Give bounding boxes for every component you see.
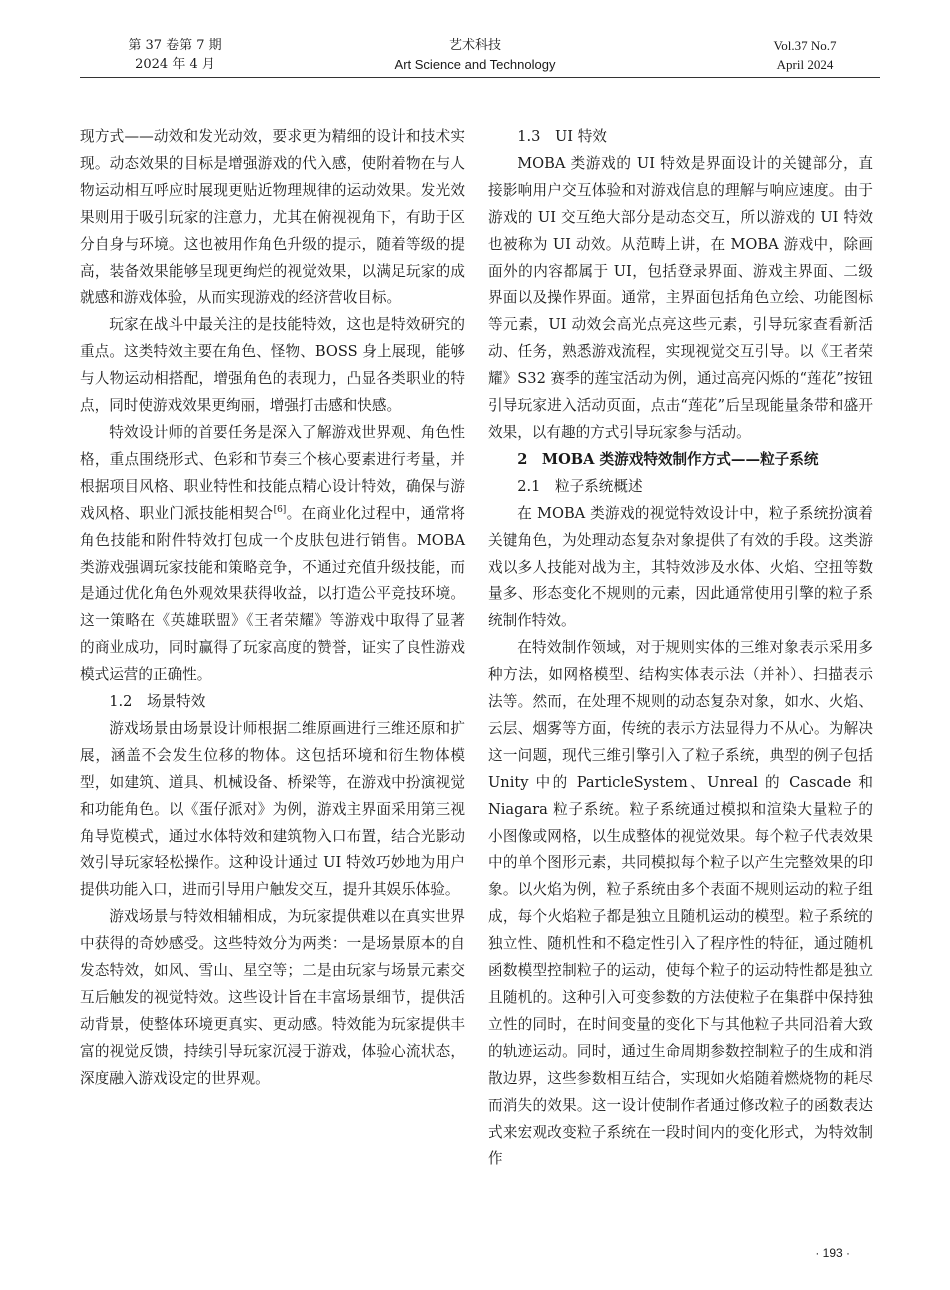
paragraph: 玩家在战斗中最关注的是技能特效，这也是特效研究的重点。这类特效主要在角色、怪物、BOSS 身上展现，能够与人物运动相搭配，增强角色的表现力，凸显各类职业的特点，同时使游戏效果更绚丽，增强打击感和快感。	[80, 316, 465, 415]
journal-volume-en	[760, 36, 850, 74]
date-en: April 2024	[776, 57, 834, 72]
paragraph-text: 。在商业化过程中，通常将角色技能和附件特效打包成一个皮肤包进行销售。MOBA 类游戏强调玩家技能和策略竞争，不通过充值升级技能，而是通过优化角色外观效果获得收益，以打造公平竞技环境。这一策略在《英雄联盟》《王者荣耀》等游戏中取得了显著的商业成功，同时赢得了玩家高度的赞誉，证实了良性游戏模式运营的正确性。	[80, 504, 465, 684]
paragraph: 在特效制作领域，对于规则实体的三维对象表示采用多种方法，如网格模型、结构实体表示法（并补）、扫描表示法等。然而，在处理不规则的动态复杂对象，如水、火焰、云层、烟雾等方面，传统的表示方法显得力不从心。为解决这一问题，现代三维引擎引入了粒子系统，典型的例子包括 Unity 中的 ParticleSystem、Unreal 的 Cascade 和 Niagara 粒子系统。粒子系统通过模拟和渲染大量粒子的小图像或网格，以生成整体的视觉效果。每个粒子代表效果中的单个图形元素，共同模拟每个粒子以产生完整效果的印象。以火焰为例，粒子系统由多个表面不规则运动的粒子组成，每个火焰粒子都是独立且随机运动的模型。粒子系统的独立性、随机性和不稳定性引入了程序性的特征，通过随机函数模型控制粒子的运动，使每个粒子的运动特性都是独立且随机的。这种引入可变参数的方法使粒子在集群中保持独立性的同时，在时间变量的变化下与其他粒子共同沿着大致的轨迹运动。同时，通过生命周期参数控制粒子的生成和消散边界，这些参数相互结合，实现如火焰随着燃烧物的耗尽而消失的效果。这一设计使制作者通过修改粒子的函数表达式来宏观改变粒子系统在一段时间内的变化形式，为特效制作	[488, 639, 873, 1168]
page-number: · 193 ·	[815, 1246, 850, 1260]
citation-ref: [6]	[273, 504, 287, 515]
paragraph: 现方式——动效和发光动效，要求更为精细的设计和技术实现。动态效果的目标是增强游戏的代入感，使附着物在与人物运动相互呼应时展现更贴近物理规律的运动效果。发光效果则用于吸引玩家的注意力，尤其在俯视视角下，有助于区分自身与环境。这也被用作角色升级的提示，随着等级的提高，装备效果能够呈现更绚烂的视觉效果，以满足玩家的成就感和游戏体验，从而实现游戏的经济营收目标。	[80, 128, 465, 307]
paragraph	[80, 420, 465, 689]
date-cn: 2024 年 4 月	[135, 57, 215, 72]
chapter-heading: 2 MOBA 类游戏特效制作方式——粒子系统	[517, 450, 819, 468]
journal-title-en: Art Science and Technology	[394, 57, 556, 72]
journal-title	[375, 36, 575, 74]
section-heading: 1.2 场景特效	[109, 693, 206, 711]
left-column	[80, 124, 465, 1093]
volume-issue-cn: 第 37 卷第 7 期	[128, 38, 222, 53]
header-rule	[80, 77, 880, 78]
volume-issue-en: Vol.37 No.7	[773, 38, 837, 53]
journal-title-cn: 艺术科技	[448, 38, 501, 53]
paragraph-text: 特效设计师的首要任务是深入了解游戏世界观、角色性格，重点围绕形式、色彩和节奏三个核心要素进行考量，并根据项目风格、职业特性和技能点精心设计特效，确保与游戏风格、职业门派技能相契合	[80, 423, 465, 522]
paragraph: MOBA 类游戏的 UI 特效是界面设计的关键部分，直接影响用户交互体验和对游戏信息的理解与响应速度。由于游戏的 UI 交互绝大部分是动态交互，所以游戏的 UI 特效也被称为 UI 动效。从范畴上讲，在 MOBA 游戏中，除画面外的内容都属于 UI，包括登录界面、游戏主界面、二级界面以及操作界面。通常，主界面包括角色立绘、功能图标等元素，UI 动效会高光点亮这些元素，引导玩家查看新活动、任务，熟悉游戏流程，实现视觉交互引导。以《王者荣耀》S32 赛季的莲宝活动为例，通过高亮闪烁的“莲花”按钮引导玩家进入活动页面，点击“莲花”后呈现能量条带和盛开效果，以有趣的方式引导玩家参与活动。	[488, 154, 873, 441]
right-column	[488, 124, 873, 1173]
section-heading: 1.3 UI 特效	[517, 128, 607, 145]
paragraph: 在 MOBA 类游戏的视觉特效设计中，粒子系统扮演着关键角色，为处理动态复杂对象提供了有效的手段。这类游戏以多人技能对战为主，其特效涉及水体、火焰、空扭等数量多、形态变化不规则的元素，因此通常使用引擎的粒子系统制作特效。	[488, 504, 873, 630]
paragraph: 游戏场景与特效相辅相成，为玩家提供难以在真实世界中获得的奇妙感受。这些特效分为两类：一是场景原本的自发态特效，如风、雪山、星空等；二是由玩家与场景元素交互后触发的视觉特效。这些设计旨在丰富场景细节，提供活动背景，使整体环境更真实、更动感。特效能为玩家提供丰富的视觉反馈，持续引导玩家沉浸于游戏，体验心流状态，深度融入游戏设定的世界观。	[80, 908, 465, 1087]
page-header	[0, 0, 950, 80]
paragraph: 游戏场景由场景设计师根据二维原画进行三维还原和扩展，涵盖不会发生位移的物体。这包括环境和衍生物体模型，如建筑、道具、机械设备、桥梁等，在游戏中扮演视觉和功能角色。以《蛋仔派对》为例，游戏主界面采用第三视角导览模式，通过水体特效和建筑物入口布置，结合光影动效引导玩家轻松操作。这种设计通过 UI 特效巧妙地为用户提供功能入口，进而引导用户触发交互，提升其娱乐体验。	[80, 719, 465, 899]
section-heading: 2.1 粒子系统概述	[517, 477, 643, 495]
journal-volume-issue	[110, 36, 240, 74]
